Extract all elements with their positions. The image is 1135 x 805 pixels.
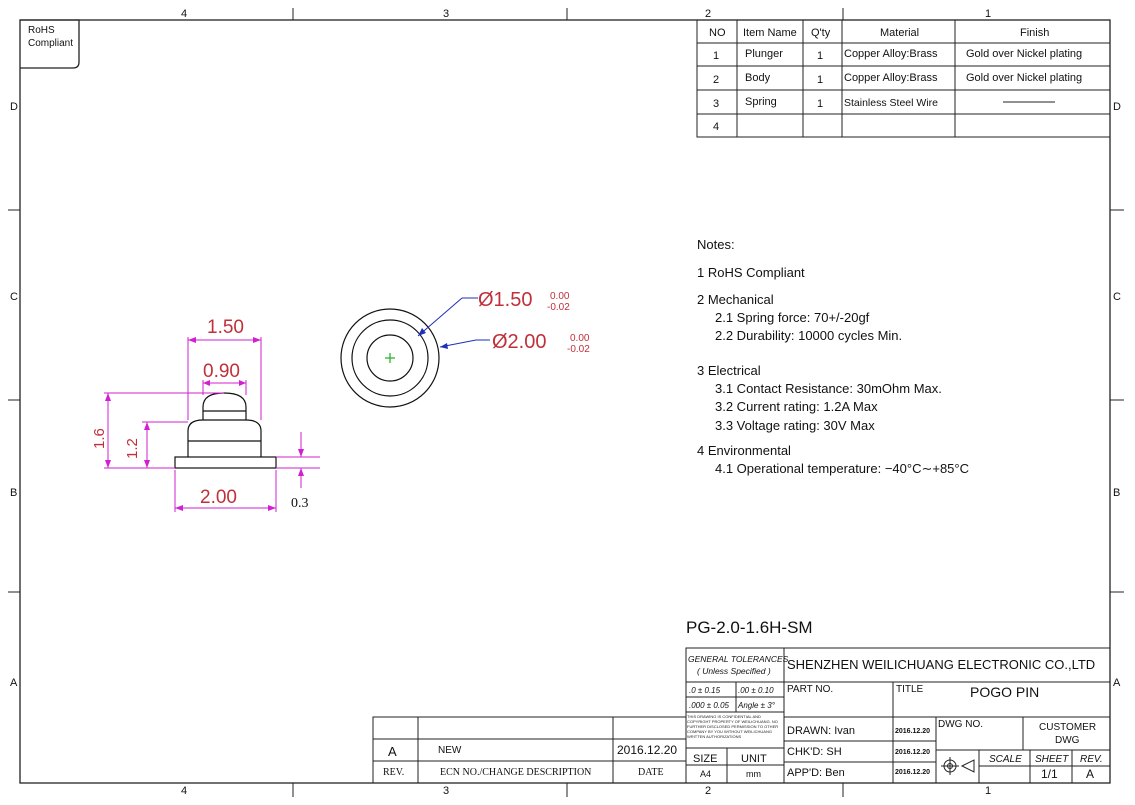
dia-outer-label: Ø2.00 bbox=[492, 331, 547, 353]
revision-date: 2016.12.20 bbox=[617, 743, 678, 757]
dia-outer-tol-up: 0.00 bbox=[570, 333, 590, 344]
bom-row2-no: 2 bbox=[713, 74, 720, 86]
dia-inner-label: Ø1.50 bbox=[478, 289, 533, 311]
bom-row1-qty: 1 bbox=[817, 50, 824, 62]
bom-header-name: Item Name bbox=[743, 27, 797, 39]
tol-three-decimal: .000 ± 0.05 bbox=[689, 701, 729, 710]
projection-symbol-icon bbox=[941, 757, 974, 775]
zone-top-4: 4 bbox=[181, 8, 188, 20]
top-view bbox=[341, 289, 590, 407]
bom-row2-name: Body bbox=[745, 72, 771, 84]
dwg-label: DWG bbox=[1055, 735, 1080, 746]
bom-row1-finish: Gold over Nickel plating bbox=[966, 48, 1083, 60]
zone-top-2: 2 bbox=[705, 8, 712, 20]
part-no-label: PART NO. bbox=[787, 684, 834, 695]
bom-row3-material: Stainless Steel Wire bbox=[844, 97, 938, 109]
tol-angle: Angle ± 3° bbox=[738, 701, 775, 710]
zone-bottom-3: 3 bbox=[443, 785, 450, 797]
zone-top-3: 3 bbox=[443, 8, 450, 20]
note-3-2: 3.2 Current rating: 1.2A Max bbox=[715, 399, 878, 414]
company-name: SHENZHEN WEILICHUANG ELECTRONIC CO.,LTD bbox=[787, 657, 1096, 672]
note-3-3: 3.3 Voltage rating: 30V Max bbox=[715, 418, 875, 433]
bom-header-no: NO bbox=[709, 27, 726, 39]
note-4: 4 Environmental bbox=[697, 443, 791, 458]
title-label: TITLE bbox=[896, 684, 924, 695]
checked-date: 2016.12.20 bbox=[895, 749, 931, 756]
unit-label: UNIT bbox=[741, 753, 767, 765]
note-3-1: 3.1 Contact Resistance: 30mOhm Max. bbox=[715, 381, 942, 396]
gen-tol-title: GENERAL TOLERANCES bbox=[688, 654, 789, 664]
revision-letter: A bbox=[388, 744, 397, 759]
customer-label: CUSTOMER bbox=[1039, 722, 1097, 733]
bom-row3-no: 3 bbox=[713, 98, 720, 110]
dwg-no-label: DWG NO. bbox=[938, 719, 983, 730]
size-value: A4 bbox=[700, 769, 712, 779]
rev-value: A bbox=[1086, 767, 1095, 781]
bom-row2-finish: Gold over Nickel plating bbox=[966, 72, 1083, 84]
bom-header-qty: Q'ty bbox=[811, 27, 831, 39]
note-4-1: 4.1 Operational temperature: −40°C∼+85°C bbox=[715, 461, 969, 476]
zone-right-a: A bbox=[1113, 677, 1121, 689]
rev-column-header: REV. bbox=[383, 767, 405, 778]
date-column-header: DATE bbox=[638, 767, 664, 778]
side-view bbox=[91, 317, 320, 512]
notes-block bbox=[697, 237, 969, 476]
zone-left-b: B bbox=[10, 487, 18, 499]
bom-header-material: Material bbox=[880, 27, 920, 39]
title-value: POGO PIN bbox=[970, 684, 1040, 700]
bom-row3-qty: 1 bbox=[817, 98, 824, 110]
dia-outer-tol-down: -0.02 bbox=[567, 344, 590, 355]
dim-base-width: 2.00 bbox=[200, 487, 237, 508]
bom-row1-no: 1 bbox=[713, 50, 720, 62]
rev-label: REV. bbox=[1080, 754, 1103, 765]
zone-bottom-4: 4 bbox=[181, 785, 188, 797]
dia-inner-tol-up: 0.00 bbox=[550, 291, 570, 302]
bom-row1-material: Copper Alloy:Brass bbox=[844, 48, 938, 60]
bom-row2-qty: 1 bbox=[817, 74, 824, 86]
sheet-value: 1/1 bbox=[1041, 767, 1058, 781]
zone-bottom-1: 1 bbox=[985, 785, 992, 797]
dim-head-width: 0.90 bbox=[203, 361, 240, 382]
zone-top-1: 1 bbox=[985, 8, 992, 20]
notes-heading: Notes: bbox=[697, 237, 735, 252]
tol-two-decimal: .00 ± 0.10 bbox=[738, 686, 774, 695]
dim-flange-height: 0.3 bbox=[291, 496, 309, 511]
bom-header-finish: Finish bbox=[1020, 27, 1050, 39]
dim-top-width: 1.50 bbox=[207, 317, 244, 338]
dim-total-height: 1.6 bbox=[91, 428, 108, 449]
unit-value: mm bbox=[746, 769, 761, 779]
approved-by: APP'D: Ben bbox=[787, 767, 845, 779]
zone-left-c: C bbox=[10, 291, 18, 303]
tol-one-decimal: .0 ± 0.15 bbox=[689, 686, 721, 695]
rohs-line2: Compliant bbox=[28, 38, 74, 49]
bom-row1-name: Plunger bbox=[745, 48, 783, 60]
revision-description: NEW bbox=[438, 745, 462, 756]
note-3: 3 Electrical bbox=[697, 363, 761, 378]
approved-date: 2016.12.20 bbox=[895, 769, 931, 776]
dim-body-height: 1.2 bbox=[124, 438, 141, 459]
dia-inner-tol-down: -0.02 bbox=[547, 302, 570, 313]
note-2: 2 Mechanical bbox=[697, 292, 774, 307]
zone-right-d: D bbox=[1113, 101, 1121, 113]
zone-bottom-2: 2 bbox=[705, 785, 712, 797]
scale-label: SCALE bbox=[989, 754, 1022, 765]
confidential-note-box bbox=[687, 714, 783, 747]
drawn-by: DRAWN: Ivan bbox=[787, 725, 856, 737]
part-number: PG-2.0-1.6H-SM bbox=[686, 618, 813, 637]
bom-row4-no: 4 bbox=[713, 121, 720, 133]
bom-row2-material: Copper Alloy:Brass bbox=[844, 72, 938, 84]
gen-tol-sub: ( Unless Specified ) bbox=[697, 666, 771, 676]
note-2-2: 2.2 Durability: 10000 cycles Min. bbox=[715, 328, 903, 343]
zone-left-d: D bbox=[10, 101, 18, 113]
sheet-label: SHEET bbox=[1035, 754, 1069, 765]
drawn-date: 2016.12.20 bbox=[895, 728, 931, 735]
ecn-column-header: ECN NO./CHANGE DESCRIPTION bbox=[440, 767, 592, 778]
rohs-line1: RoHS bbox=[28, 25, 55, 36]
bom-row3-name: Spring bbox=[745, 96, 777, 108]
note-2-1: 2.1 Spring force: 70+/-20gf bbox=[715, 310, 870, 325]
confidential-note: THIS DRAWING IS CONFIDENTIAL AND COPYRIGHT PROPERTY OF WEILICHUANG. NO FURTHER DISCLOSED PERMISSION TO OTHER COMPANY BY YOU WITHOUT WEILICHUANG WRITTEN AUTHORIZATIONS bbox=[687, 714, 779, 739]
size-label: SIZE bbox=[693, 753, 718, 765]
zone-right-b: B bbox=[1113, 487, 1121, 499]
note-1: 1 RoHS Compliant bbox=[697, 265, 805, 280]
zone-left-a: A bbox=[10, 677, 18, 689]
center-mark bbox=[385, 353, 395, 363]
zone-right-c: C bbox=[1113, 291, 1121, 303]
checked-by: CHK'D: SH bbox=[787, 746, 842, 758]
